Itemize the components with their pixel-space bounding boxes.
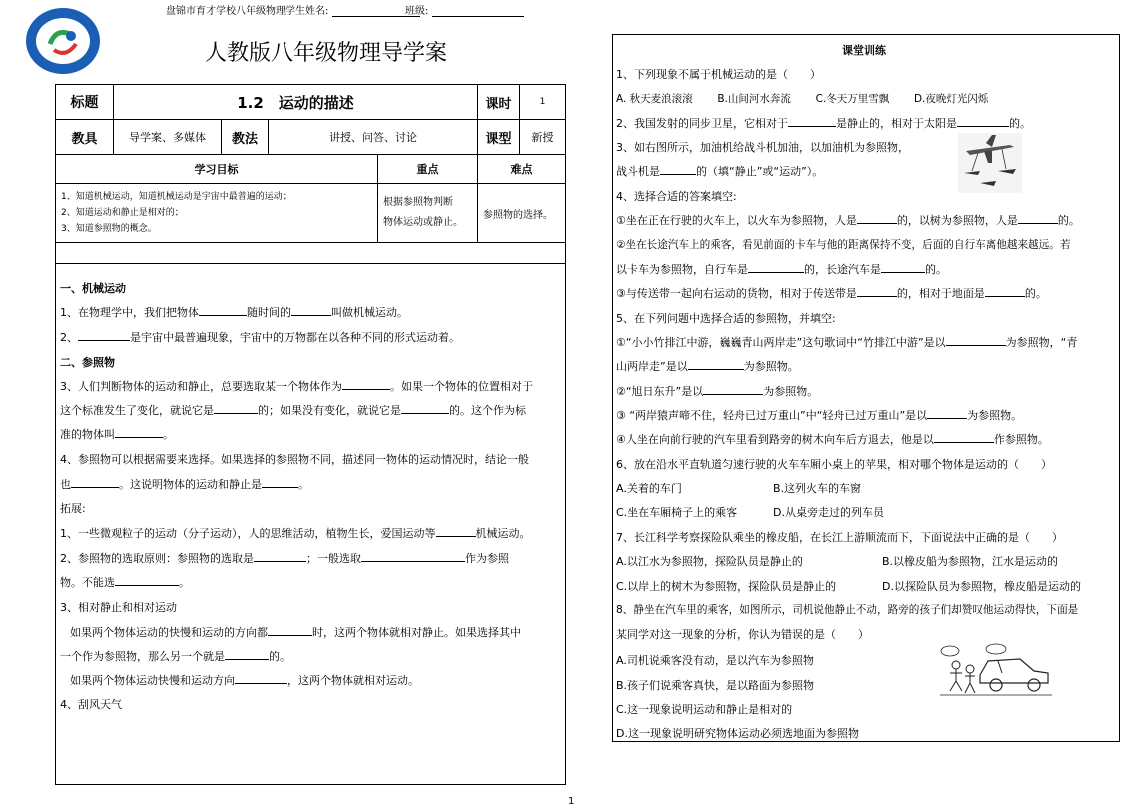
- difficult-header: 难点: [478, 155, 566, 184]
- r-q8-cont: 某同学对这一现象的分析，你认为错误的是（ ）: [616, 628, 869, 641]
- blank[interactable]: [703, 384, 763, 395]
- r-q6-ab: [616, 480, 682, 496]
- blank[interactable]: [235, 673, 287, 684]
- r-q6: 6、放在沿水平直轨道匀速行驶的火车车厢小桌上的苹果，相对哪个物体是运动的（ ）: [616, 458, 1052, 471]
- goals-header: 学习目标: [55, 155, 378, 184]
- r-q8-b: [616, 677, 814, 693]
- ext-3-c: 如果两个物体运动快慢和运动方向 ，这两个物体就相对运动。: [70, 674, 419, 687]
- r-q5-4: ④人坐在向前行驶的汽车里看到路旁的树木向车后方退去，他是以 作参照物。: [616, 433, 1049, 446]
- blank[interactable]: [342, 379, 390, 390]
- header-school: 盘锦市育才学校八年级物理: [166, 6, 286, 17]
- key-header: 重点: [378, 155, 478, 184]
- type-value: 新授: [520, 120, 566, 155]
- tools-value: 导学案、多媒体: [114, 120, 222, 155]
- r-q8: 8、静坐在汽车里的乘客，如图所示，司机说他静止不动，路旁的孩子们却赞叹他运动得快，下面是: [616, 604, 1079, 616]
- left-q1: 1、在物理学中，我们把物体 随时间的 叫做机械运动。: [60, 306, 408, 319]
- ext-3-b: 一个作为参照物，那么另一个就是 的。: [60, 650, 291, 663]
- period-label: 课时: [478, 84, 520, 120]
- option-d[interactable]: D.以探险队员为参照物，橡皮船是运动的: [882, 580, 1081, 593]
- r-q6-d: [773, 504, 884, 520]
- method-label: 教法: [222, 120, 269, 155]
- blank[interactable]: [436, 526, 476, 537]
- ext-3: 3、相对静止和相对运动: [60, 601, 177, 614]
- blank[interactable]: [115, 575, 179, 586]
- r-q7: 7、长江科学考察探险队乘坐的橡皮船，在长江上游顺流而下，下面说法中正确的是（ ）: [616, 531, 1063, 544]
- left-q4: 4、参照物可以根据需要来选择。如果选择的参照物不同，描述同一物体的运动情况时，结论一般: [60, 453, 529, 466]
- left-q3: 3、人们判断物体的运动和静止，总要选取某一个物体作为 。如果一个物体的位置相对于: [60, 380, 533, 393]
- r-q1-options: [616, 91, 988, 106]
- blank[interactable]: [115, 427, 163, 438]
- option-d[interactable]: D.这一现象说明研究物体运动必须选地面为参照物: [616, 727, 859, 740]
- goal-item: 3、知道参照物的概念。: [61, 224, 157, 234]
- period-value: 1: [520, 84, 566, 120]
- blank[interactable]: [748, 262, 804, 273]
- difficult-points: 参照物的选择。: [478, 184, 566, 243]
- title-value: 1.2 运动的描述: [114, 84, 478, 120]
- left-q3-end: 准的物体叫 。: [60, 428, 174, 441]
- blank[interactable]: [927, 408, 967, 419]
- option-c[interactable]: C.以岸上的树木为参照物，探险队员是静止的: [616, 580, 837, 593]
- option-b[interactable]: B.孩子们说乘客真快，是以路面为参照物: [616, 679, 815, 692]
- option-d[interactable]: D.从桌旁走过的列车员: [773, 506, 884, 519]
- r-q8-c: [616, 701, 792, 717]
- r-q5: 5、在下列问题中选择合适的参照物，并填空:: [616, 312, 836, 325]
- r-q8-d: [616, 725, 859, 741]
- blank[interactable]: [857, 213, 897, 224]
- blank[interactable]: [881, 262, 925, 273]
- blank[interactable]: [199, 305, 247, 316]
- r-q7-c: [616, 578, 836, 594]
- r-q5-1-cont: 山两岸走”是以 为参照物。: [616, 360, 799, 373]
- blank[interactable]: [957, 116, 1009, 127]
- option-a[interactable]: A.司机说乘客没有动，是以汽车为参照物: [616, 654, 814, 667]
- extension-label: 拓展:: [60, 502, 86, 515]
- tools-label: 教具: [55, 120, 114, 155]
- r-q4-1: ①坐在正在行驶的火车上，以火车为参照物，人是 的，以树为参照物，人是 的。: [616, 214, 1080, 227]
- key-line: 根据参照物判断: [383, 197, 453, 208]
- r-q4: 4、选择合适的答案填空:: [616, 190, 737, 203]
- r-q3: 3、如右图所示，加油机给战斗机加油，以加油机为参照物，: [616, 141, 909, 154]
- key-line: 物体运动或静止。: [383, 217, 463, 228]
- r-q2: 2、我国发射的同步卫星，它相对于 是静止的，相对于太阳是 的。: [616, 117, 1031, 130]
- key-points: [378, 184, 478, 243]
- r-q7-b: [882, 553, 1058, 569]
- r-q6-c: [616, 504, 737, 520]
- section-heading: 二、参照物: [60, 356, 115, 369]
- ext-2: 2、参照物的选取原则：参照物的选取是 ；一般选取 作为参照: [60, 552, 509, 565]
- r-q5-3: ③ “两岸猿声啼不住，轻舟已过万重山”中“轻舟已过万重山”是以 为参照物。: [616, 409, 1023, 422]
- option-b[interactable]: B.以橡皮船为参照物，江水是运动的: [882, 555, 1059, 568]
- section-divider: [55, 263, 566, 264]
- school-logo: [24, 6, 102, 76]
- r-q4-2-cont: 以卡车为参照物，自行车是 的，长途汽车是 的。: [616, 263, 947, 276]
- blank[interactable]: [401, 403, 449, 414]
- ext-4: 4、刮风天气: [60, 698, 122, 711]
- r-q5-1: ①“小小竹排江中游，巍巍青山两岸走”这句歌词中“竹排江中游”是以 为参照物，“青: [616, 336, 1078, 349]
- option-a[interactable]: A.以江水为参照物，探险队员是静止的: [616, 555, 803, 568]
- r-q3-cont: 战斗机是 的（填“静止”或“运动”）。: [616, 165, 824, 178]
- option-d[interactable]: D.夜晚灯光闪烁: [913, 93, 989, 105]
- page-number: 1: [568, 796, 575, 807]
- r-q7-a: [616, 553, 803, 569]
- left-q2: 2、 是宇宙中最普遍现象，宇宙中的万物都在以各种不同的形式运动着。: [60, 331, 460, 344]
- blank[interactable]: [788, 116, 836, 127]
- r-q1: 1、下列现象不属于机械运动的是（ ）: [616, 68, 821, 81]
- ext-3-a: 如果两个物体运动的快慢和运动的方向都 时，这两个物体就相对静止。如果选择其中: [70, 626, 521, 639]
- option-a[interactable]: A. 秋天麦浪滚滚: [616, 93, 693, 105]
- goals-list: [55, 184, 378, 243]
- blank[interactable]: [1018, 213, 1058, 224]
- right-title: 课堂训练: [842, 44, 886, 57]
- blank[interactable]: [254, 551, 306, 562]
- class-blank[interactable]: [432, 7, 524, 17]
- blank[interactable]: [857, 286, 897, 297]
- blank[interactable]: [946, 335, 1006, 346]
- blank[interactable]: [214, 403, 258, 414]
- blank[interactable]: [985, 286, 1025, 297]
- option-b[interactable]: B.山间河水奔流: [717, 93, 791, 105]
- class-label: 班级:: [405, 6, 429, 17]
- goal-item: 2、知道运动和静止是相对的；: [61, 208, 184, 218]
- option-c[interactable]: C.冬天万里雪飘: [815, 93, 890, 105]
- title-label: 标题: [55, 84, 114, 120]
- blank[interactable]: [291, 305, 331, 316]
- r-q4-3: ③与传送带一起向右运动的货物，相对于传送带是 的，相对于地面是 的。: [616, 287, 1047, 300]
- section-heading: 一、机械运动: [60, 282, 126, 295]
- r-q5-2: ②“旭日东升”是以 为参照物。: [616, 385, 819, 398]
- r-q4-2: ②坐在长途汽车上的乘客，看见前面的卡车与他的距离保持不变，后面的自行车离他越来越远。若: [616, 239, 1071, 251]
- car-children-figure: [938, 643, 1054, 699]
- name-label: 学生姓名:: [285, 6, 329, 17]
- option-b[interactable]: B.这列火车的车窗: [773, 482, 862, 495]
- option-a[interactable]: A.关着的车门: [616, 482, 682, 495]
- blank[interactable]: [71, 477, 119, 488]
- main-title: 人教版八年级物理导学案: [205, 41, 448, 66]
- option-c[interactable]: C.坐在车厢椅子上的乘客: [616, 506, 738, 519]
- goal-item: 1、知道机械运动，知道机械运动是宇宙中最普遍的运动；: [61, 192, 292, 202]
- blank[interactable]: [262, 477, 298, 488]
- r-q6-b: [773, 480, 861, 496]
- r-q7-d: [882, 578, 1081, 594]
- blank[interactable]: [361, 551, 465, 562]
- left-q3-cont: 这个标准发生了变化，就说它是 的；如果没有变化，就说它是 的。这个作为标: [60, 404, 526, 417]
- blank[interactable]: [660, 164, 696, 175]
- blank[interactable]: [78, 330, 130, 341]
- left-q4-cont: 也 。这说明物体的运动和静止是 。: [60, 478, 309, 491]
- method-value: 讲授、问答、讨论: [269, 120, 478, 155]
- header-name: [285, 2, 420, 17]
- header-class: [405, 2, 524, 17]
- r-q8-a: [616, 652, 814, 668]
- option-c[interactable]: C.这一现象说明运动和静止是相对的: [616, 703, 793, 716]
- ext-2-cont: 物。不能选 。: [60, 576, 190, 589]
- blank[interactable]: [688, 359, 744, 370]
- ext-1: 1、一些微观粒子的运动（分子运动），人的思维活动，植物生长，爱国运动等 机械运动。: [60, 527, 531, 540]
- blank[interactable]: [225, 649, 269, 660]
- blank[interactable]: [268, 625, 312, 636]
- blank[interactable]: [934, 432, 994, 443]
- refueling-aircraft-figure: [958, 133, 1022, 193]
- type-label: 课型: [478, 120, 520, 155]
